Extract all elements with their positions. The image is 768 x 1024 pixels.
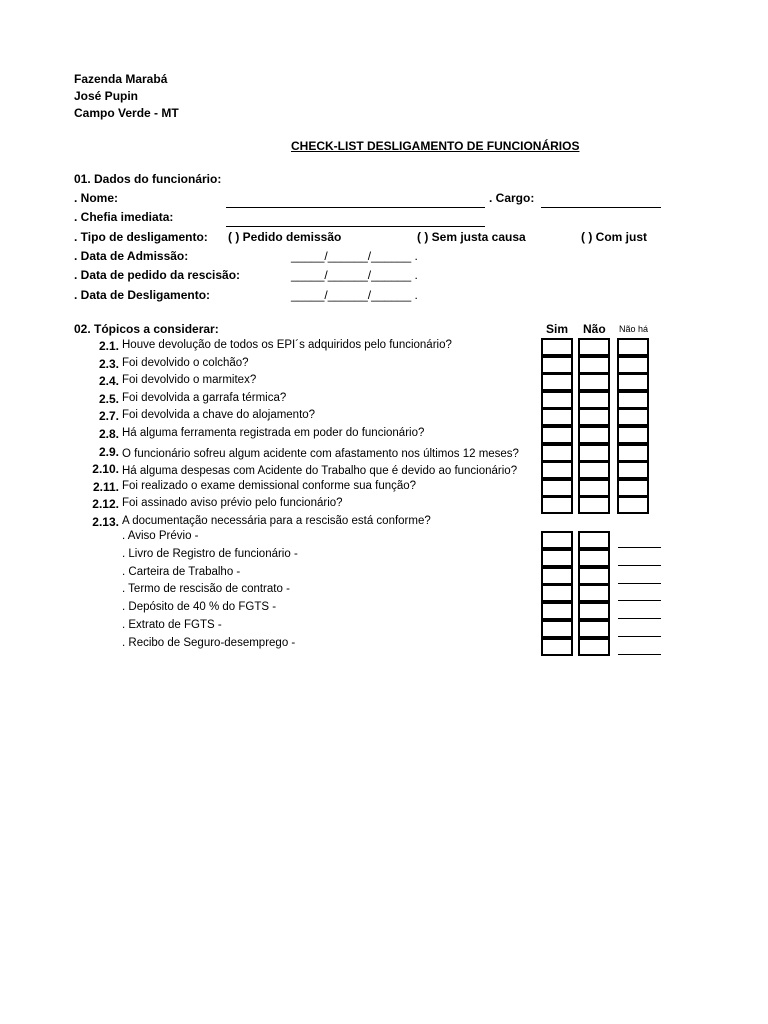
topic-question: Há alguma despesas com Acidente do Trabalho que é devido ao funcionário? [122,465,518,478]
checkbox-nao[interactable] [578,338,610,356]
checkbox-nao[interactable] [578,638,610,656]
checkbox-nao[interactable] [578,567,610,585]
document-item: . Livro de Registro de funcionário - [122,547,298,560]
cargo-field[interactable] [541,207,661,208]
company-name: Fazenda Marabá [74,72,168,86]
checkbox-nao[interactable] [578,531,610,549]
topic-number: 2.10. [92,462,119,477]
checkbox-sim[interactable] [541,408,573,426]
checkbox-nao[interactable] [578,549,610,567]
checkbox-naoha[interactable] [617,426,649,444]
pedido-date-field[interactable]: _____/______/______ . [291,268,418,282]
document-item: . Recibo de Seguro-desemprego - [122,636,296,649]
topic-number: 2.11. [92,479,119,494]
col-naoha-header: Não há [619,324,649,334]
admissao-label: . Data de Admissão: [74,249,189,263]
owner-name: José Pupin [74,89,139,103]
document-item: . Termo de rescisão de contrato - [122,583,290,596]
nome-label: . Nome: [74,191,119,205]
document-item: . Extrato de FGTS - [122,619,222,631]
location: Campo Verde - MT [74,106,179,120]
document-item: . Depósito de 40 % do FGTS - [122,601,277,614]
tipo-option-com-justa[interactable]: ( ) Com just [581,230,647,244]
section1-heading: 01. Dados do funcionário: [74,172,222,186]
checkbox-sim[interactable] [541,620,573,638]
checkbox-sim[interactable] [541,426,573,444]
checkbox-sim[interactable] [541,391,573,409]
topic-number: 2.5. [98,391,119,406]
checkbox-sim[interactable] [541,444,573,462]
checkbox-naoha[interactable] [617,408,649,426]
topic-number: 2.12. [92,497,119,512]
topic-question: Foi devolvido o colchão? [122,356,249,369]
checkbox-sim[interactable] [541,531,573,549]
checkbox-nao[interactable] [578,356,610,374]
checkbox-naoha[interactable] [617,391,649,409]
topic-question: Foi devolvida a chave do alojamento? [122,409,316,422]
checkbox-sim[interactable] [541,479,573,497]
topic-question: Houve devolução de todos os EPI´s adquiridos pelo funcionário? [122,339,452,351]
topic-number: 2.8. [98,427,119,441]
naoha-blank[interactable] [618,636,661,637]
checkbox-sim[interactable] [541,549,573,567]
col-nao-header: Não [583,322,606,336]
checkbox-naoha[interactable] [617,338,649,356]
topic-number: 2.9. [98,444,119,459]
checkbox-nao[interactable] [578,620,610,638]
page-title: CHECK-LIST DESLIGAMENTO DE FUNCIONÁRIOS [291,139,580,153]
topic-number: 2.13. [92,515,119,529]
naoha-blank[interactable] [618,583,661,584]
checkbox-sim[interactable] [541,338,573,356]
checkbox-nao[interactable] [578,391,610,409]
tipo-option-sem-justa[interactable]: ( ) Sem justa causa [417,230,526,244]
naoha-blank[interactable] [618,547,661,548]
checkbox-sim[interactable] [541,356,573,374]
tipo-option-pedido[interactable]: ( ) Pedido demissão [228,230,342,244]
checkbox-sim[interactable] [541,567,573,585]
tipo-label: . Tipo de desligamento: [74,230,208,244]
topic-question: Foi devolvida a garrafa térmica? [122,391,287,404]
desligamento-label: . Data de Desligamento: [74,288,211,302]
pedido-label: . Data de pedido da rescisão: [74,268,241,282]
cargo-label: . Cargo: [489,191,535,205]
checkbox-nao[interactable] [578,602,610,620]
admissao-date-field[interactable]: _____/______/______ . [291,249,418,263]
chefia-label: . Chefia imediata: [74,210,174,224]
topic-number: 2.1. [98,339,119,353]
checkbox-sim[interactable] [541,461,573,479]
checkbox-naoha[interactable] [617,444,649,462]
checkbox-nao[interactable] [578,408,610,426]
topic-question: Foi assinado aviso prévio pelo funcionário? [122,497,343,510]
chefia-field[interactable] [226,226,485,227]
checkbox-sim[interactable] [541,496,573,514]
checkbox-naoha[interactable] [617,461,649,479]
document-item: . Aviso Prévio - [122,530,199,542]
document-item: . Carteira de Trabalho - [122,565,241,578]
topic-number: 2.3. [98,356,119,371]
naoha-blank[interactable] [618,565,661,566]
checkbox-sim[interactable] [541,584,573,602]
topic-question: O funcionário sofreu algum acidente com afastamento nos últimos 12 meses? [122,447,519,460]
checkbox-nao[interactable] [578,373,610,391]
col-sim-header: Sim [546,322,569,336]
naoha-blank[interactable] [618,618,661,619]
checkbox-naoha[interactable] [617,356,649,374]
topic-question: Foi realizado o exame demissional conforme sua função? [122,479,417,492]
checkbox-naoha[interactable] [617,479,649,497]
checkbox-nao[interactable] [578,584,610,602]
nome-field[interactable] [226,207,485,208]
topic-number: 2.7. [98,409,119,424]
checkbox-sim[interactable] [541,638,573,656]
naoha-blank[interactable] [618,600,661,601]
topic-question: A documentação necessária para a rescisão está conforme? [122,515,431,527]
section2-heading: 02. Tópicos a considerar: [74,322,219,336]
desligamento-date-field[interactable]: _____/______/______ . [291,288,418,302]
checkbox-nao[interactable] [578,444,610,462]
topic-number: 2.4. [98,374,119,389]
checkbox-nao[interactable] [578,426,610,444]
naoha-blank[interactable] [618,654,661,655]
checkbox-naoha[interactable] [617,373,649,391]
checkbox-sim[interactable] [541,373,573,391]
topic-question: Há alguma ferramenta registrada em poder do funcionário? [122,427,425,439]
checkbox-sim[interactable] [541,602,573,620]
topic-question: Foi devolvido o marmitex? [122,374,257,387]
checkbox-nao[interactable] [578,461,610,479]
checkbox-nao[interactable] [578,479,610,497]
checkbox-naoha[interactable] [617,496,649,514]
checkbox-nao[interactable] [578,496,610,514]
